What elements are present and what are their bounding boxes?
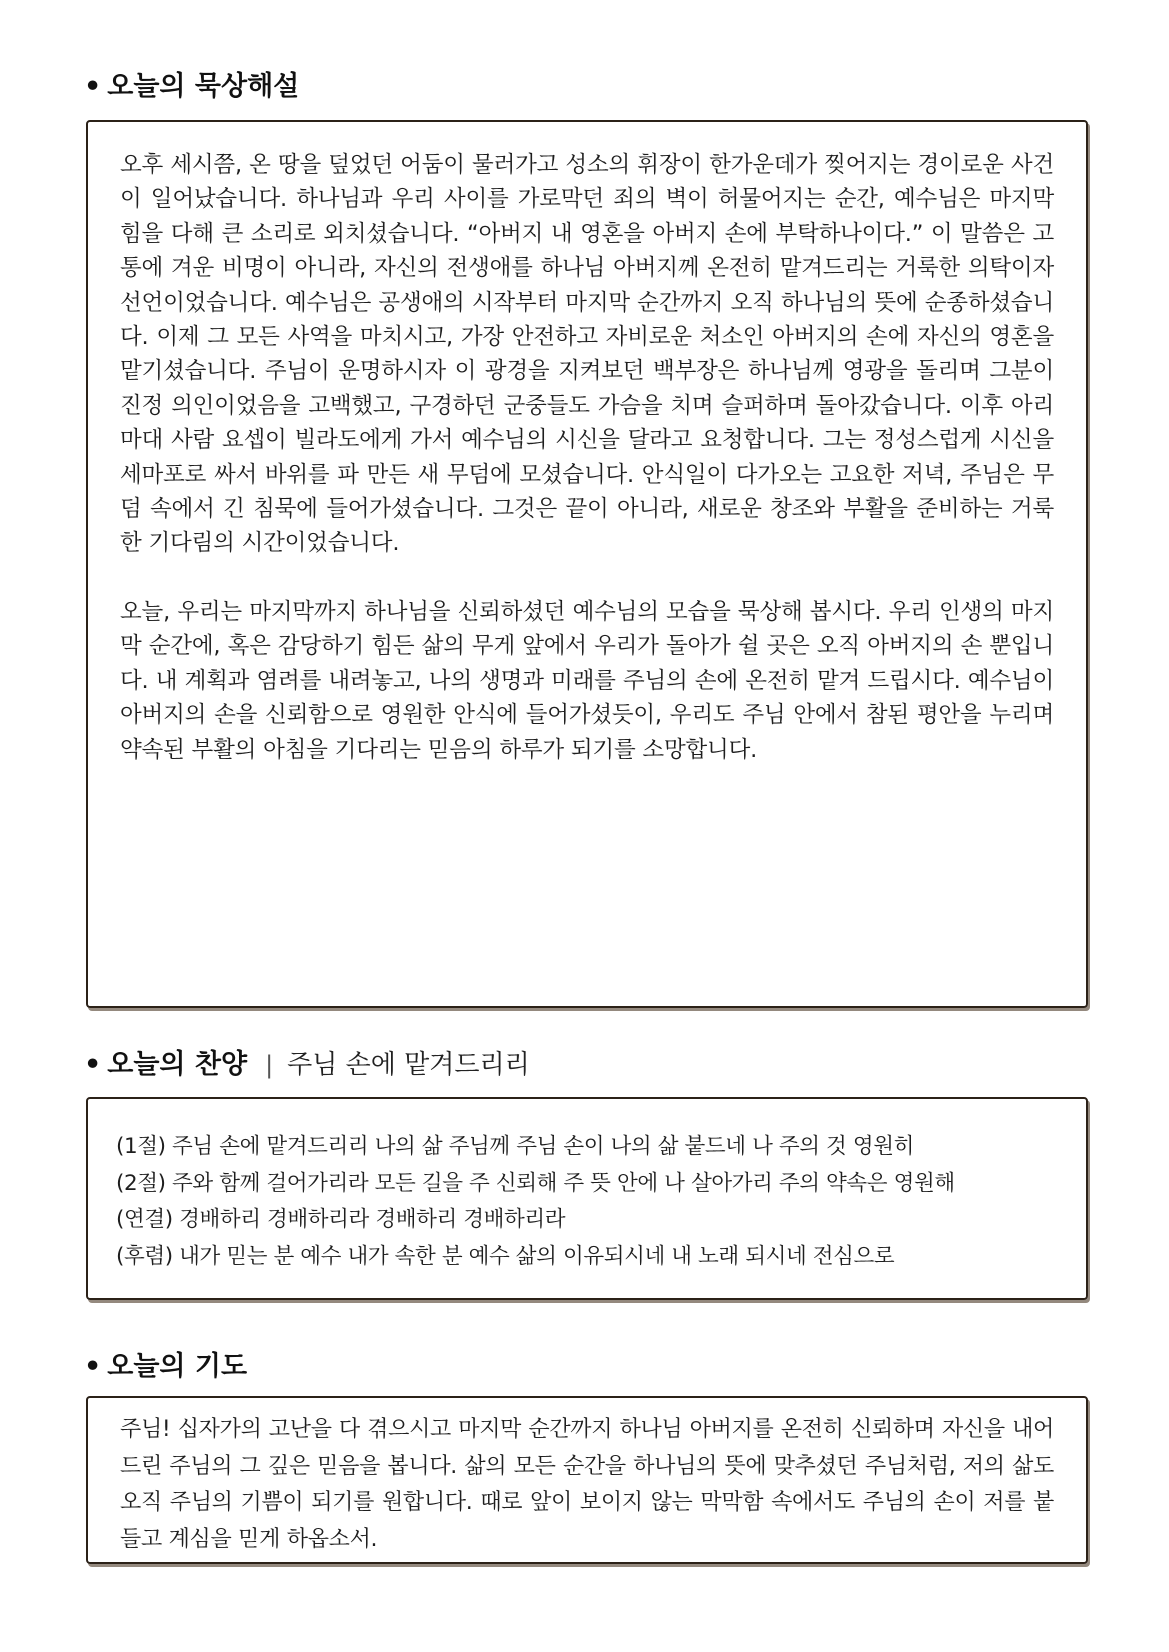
hymn-separator: | bbox=[265, 1051, 274, 1079]
prayer-heading-text: 오늘의 기도 bbox=[107, 1351, 248, 1382]
hymn-line-4: (후렴) 내가 믿는 분 예수 내가 속한 분 예수 삶의 이유되시네 내 노래 되시네 전심으로 bbox=[116, 1243, 895, 1269]
hymn-box bbox=[86, 1097, 1088, 1300]
hymn-line-2: (2절) 주와 함께 걸어가리라 모든 길을 주 신뢰해 주 뜻 안에 나 살아가리 주의 약속은 영원해 bbox=[116, 1170, 955, 1196]
hymn-title: 주님 손에 맡겨드리리 bbox=[287, 1050, 530, 1080]
meditation-paragraph-2: 오늘, 우리는 마지막까지 하나님을 신뢰하셨던 예수님의 모습을 묵상해 봅시다. 우리 인생의 마지막 순간에, 혹은 감당하기 힘든 삶의 무게 앞에서 우리가 돌아가 쉴 곳은 오직 아버지의 손 뿐입니다. 내 계획과 염려를 내려놓고, 나의 생명과 미래를 주님의 손에 온전히 맡겨 드립시다. 예수님이 아버지의 손을 신뢰함으로 영원한 안식에 들어가셨듯이, 우리도 주님 안에서 참된 평안을 누리며 약속된 부활의 아침을 기다리는 믿음의 하루가 되기를 소망합니다. bbox=[120, 598, 1054, 763]
meditation-heading-text: 오늘의 묵상해설 bbox=[107, 71, 300, 102]
hymn-line-3: (연결) 경배하리 경배하리라 경배하리 경배하리라 bbox=[116, 1207, 566, 1232]
hymn-line-1: (1절) 주님 손에 맡겨드리리 나의 삶 주님께 주님 손이 나의 삶 붙드네 나 주의 것 영원히 bbox=[116, 1134, 914, 1159]
hymn-heading bbox=[84, 1048, 530, 1082]
meditation-heading bbox=[84, 70, 299, 104]
prayer-text: 주님! 십자가의 고난을 다 겪으시고 마지막 순간까지 하나님 아버지를 온전히 신뢰하며 자신을 내어드린 주님의 그 깊은 믿음을 봅니다. 삶의 모든 순간을 하나님의 뜻에 맞추셨던 주님처럼, 저의 삶도 오직 주님의 기쁨이 되기를 원합니다. 때로 앞이 보이지 않는 막막함 속에서도 주님의 손이 저를 붙들고 계심을 믿게 하옵소서. bbox=[120, 1417, 1054, 1552]
meditation-box bbox=[86, 120, 1088, 1008]
bullet-icon: • bbox=[84, 1049, 102, 1080]
bullet-icon: • bbox=[84, 1351, 102, 1382]
hymn-heading-text: 오늘의 찬양 bbox=[107, 1049, 248, 1080]
meditation-paragraph-1: 오후 세시쯤, 온 땅을 덮었던 어둠이 물러가고 성소의 휘장이 한가운데가 찢어지는 경이로운 사건이 일어났습니다. 하나님과 우리 사이를 가로막던 죄의 벽이 허물어지는 순간, 예수님은 마지막 힘을 다해 큰 소리로 외치셨습니다. “아버지 내 영혼을 아버지 손에 부탁하나이다.” 이 말씀은 고통에 겨운 비명이 아니라, 자신의 전생애를 하나님 아버지께 온전히 맡겨드리는 거룩한 의탁이자 선언이었습니다. 예수님은 공생애의 시작부터 마지막 순간까지 오직 하나님의 뜻에 순종하셨습니다. 이제 그 모든 사역을 마치시고, 가장 안전하고 자비로운 처소인 아버지의 손에 자신의 영혼을 맡기셨습니다. 주님이 운명하시자 이 광경을 지켜보던 백부장은 하나님께 영광을 돌리며 그분이 진정 의인이었음을 고백했고, 구경하던 군중들도 가슴을 치며 슬퍼하며 돌아갔습니다. 이후 아리마대 사람 요셉이 빌라도에게 가서 예수님의 시신을 달라고 요청합니다. 그는 정성스럽게 시신을 세마포로 싸서 바위를 파 만든 새 무덤에 모셨습니다. 안식일이 다가오는 고요한 저녁, 주님은 무덤 속에서 긴 침묵에 들어가셨습니다. 그것은 끝이 아니라, 새로운 창조와 부활을 준비하는 거룩한 기다림의 시간이었습니다. bbox=[120, 152, 1054, 557]
prayer-box bbox=[86, 1396, 1088, 1564]
prayer-heading bbox=[84, 1350, 247, 1384]
bullet-icon: • bbox=[84, 71, 102, 102]
